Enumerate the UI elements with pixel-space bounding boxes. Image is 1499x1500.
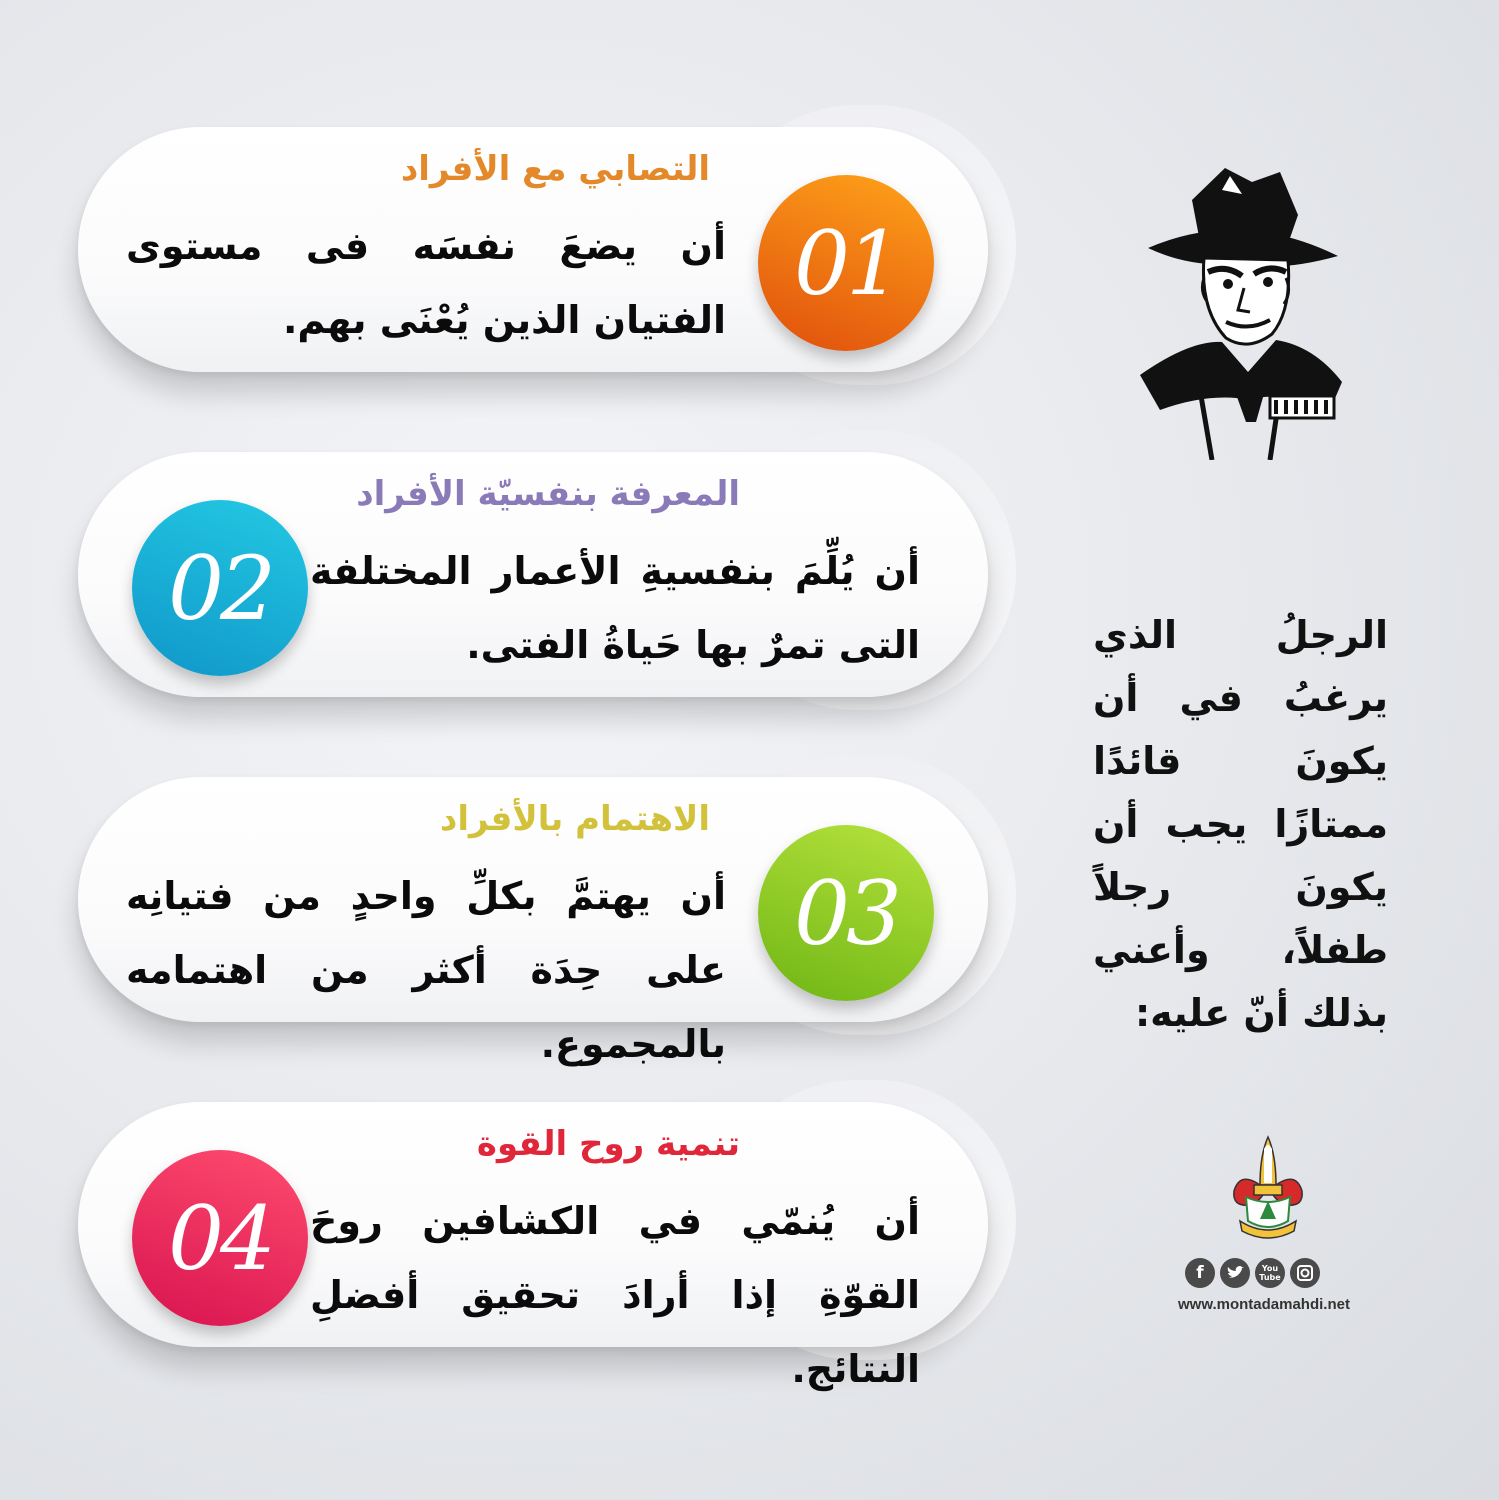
card-4 [78, 1102, 988, 1391]
card-2 [78, 452, 988, 697]
instagram-icon[interactable] [1290, 1258, 1320, 1288]
social-icons [1185, 1258, 1320, 1288]
card-body: أن يضعَ نفسَه فى مستوى الفتيان الذين يُعْنَى بهم. [126, 224, 726, 342]
youtube-icon[interactable] [1255, 1258, 1285, 1288]
scout-emblem-logo [1230, 1135, 1306, 1245]
youtube-label: You Tube [1259, 1264, 1281, 1282]
card-body: أن يُلِّمَ بنفسيةِ الأعمار المختلفة التى تمرٌ بها حَياةُ الفتى. [310, 549, 920, 667]
number-label: 01 [794, 211, 898, 315]
number-badge [132, 1150, 308, 1326]
quote-text: الرجلُ الذي يرغبُ ﻓﻲ أن يكونَ قائدًا ممتازًا يجب أن يكونَ رجلاً طفلاً، وأعني بذلك أنّ عليه: [1093, 613, 1388, 1035]
website-url[interactable]: www.montadamahdi.net [1178, 1296, 1350, 1313]
card-body: أن يهتمَّ بكلِّ واحدٍ من فتيانِه على حِدَة أكثر من اهتمامه بالمجموع. [126, 874, 726, 1066]
number-badge [758, 175, 934, 351]
facebook-icon[interactable]: f [1185, 1258, 1215, 1288]
card-heading: تنمية روح القوة [476, 1124, 740, 1164]
card-body: أن يُنمّي ﻓﻲ الكشافين روحَ القوّةِ إذا أرادَ تحقيق أفضلِ النتائج. [310, 1199, 920, 1391]
card-heading: المعرفة بنفسيّة الأفراد [356, 474, 740, 514]
card-heading: التصابي مع الأفراد [400, 149, 710, 189]
number-label: 03 [794, 861, 898, 965]
card-3 [78, 777, 988, 1066]
card-heading: الاهتمام بالأفراد [439, 799, 710, 839]
card-1 [78, 127, 988, 372]
twitter-icon[interactable] [1220, 1258, 1250, 1288]
number-badge [758, 825, 934, 1001]
number-badge [132, 500, 308, 676]
portrait-illustration [1130, 160, 1352, 460]
number-label: 02 [168, 536, 272, 640]
number-label: 04 [168, 1186, 272, 1290]
